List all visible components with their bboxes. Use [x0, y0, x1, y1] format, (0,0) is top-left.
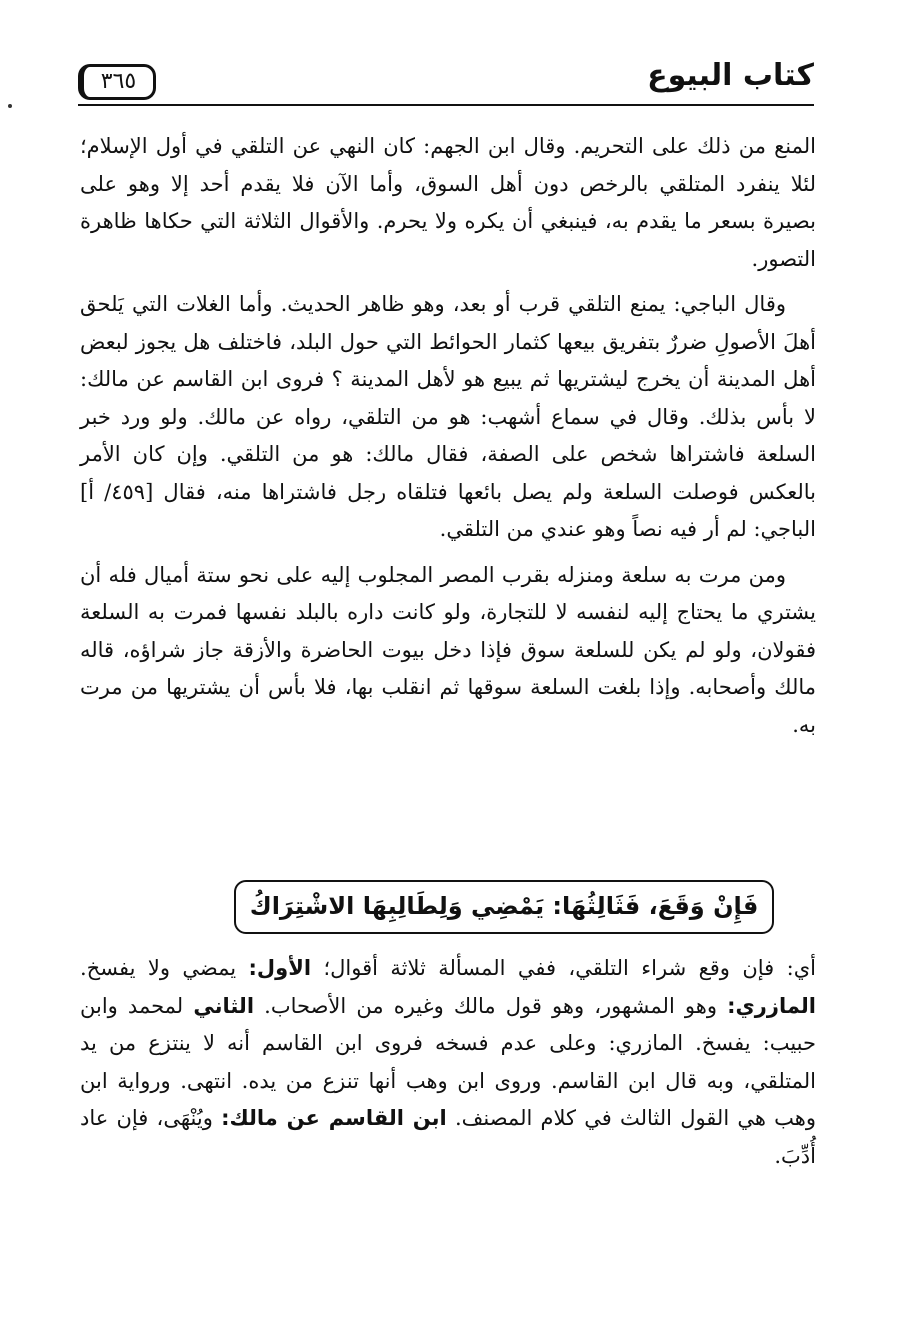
bold-term-ibn-alqasim: ابن القاسم عن مالك:: [221, 1106, 447, 1130]
text-run: يمضي ولا يفسخ.: [80, 956, 237, 980]
paragraph-4: [80, 950, 816, 1175]
margin-dot: [8, 104, 12, 108]
page-header: [78, 56, 814, 106]
paragraph-1: المنع من ذلك على التحريم. وقال ابن الجهم: كان النهي عن التلقي في أول الإسلام؛ لئلا ينفرد المتلقي بالرخص دون أهل السوق، وأما الآن فلا يقدم أحد إلا وهو على بصيرة بسعر ما يقدم به، فينبغي أن يكره ولا يحرم. والأقوال الثلاثة التي حكاها ظاهرة التصور.: [80, 134, 816, 271]
matn-heading: فَإِنْ وَقَعَ، فَثَالِثُهَا: يَمْضِي وَلِطَالِبِهَا الاشْتِرَاكُ: [234, 880, 774, 934]
page-number: ٣٦٥: [78, 64, 156, 100]
bold-term-mazari: المازري:: [727, 993, 816, 1018]
book-title: كتاب البيوع: [647, 58, 814, 93]
text-run: وهو المشهور، وهو قول مالك وغيره من الأصحاب.: [264, 993, 717, 1018]
bold-term-second: الثاني: [193, 993, 255, 1018]
text-run: لمحمد وابن حبيب: يفسخ. المازري: وعلى عدم فسخه فروى ابن القاسم أنه لا ينتزع من يد المتلقي، وبه قال ابن القاسم. وروى ابن وهب أنها تنزع من يده. انتهى. ورواية ابن وهب هي القول الثالث في كلام المصنف.: [80, 993, 816, 1130]
commentary-text: [80, 950, 816, 1175]
main-text: [80, 128, 816, 744]
paragraph-3: ومن مرت به سلعة ومنزله بقرب المصر المجلوب إليه على نحو ستة أميال فله أن يشتري ما يحتاج إليه لنفسه لا للتجارة، ولو كانت داره بالبلد نفسها فمرت به السلعة فقولان، ولو لم يكن للسلعة سوق فإذا دخل بيوت الحاضرة والأزقة جاز شراؤه، قاله مالك وأصحابه. وإذا بلغت السلعة سوقها ثم انقلب بها، فلا بأس أن يشتريها من مرت به.: [80, 562, 816, 737]
text-run: أي: فإن وقع شراء التلقي، ففي المسألة ثلاثة أقوال؛: [323, 956, 816, 980]
header-rule: [78, 104, 814, 106]
paragraph-2: وقال الباجي: يمنع التلقي قرب أو بعد، وهو ظاهر الحديث. وأما الغلات التي يَلحق أهلَ الأصولِ ضررٌ بتفريق بيعها كثمار الحوائط التي حول البلد، فاختلف هل يجوز لبعض أهل المدينة أن يخرج ليشتريها ثم يبيع هو لأهل المدينة ؟ فروى ابن القاسم عن مالك: لا بأس بذلك. وقال في سماع أشهب: هو من التلقي، رواه عن مالك. ولو ورد خبر السلعة فاشتراها شخص على الصفة، فقال مالك: هو من التلقي. وإن كان الأمر بالعكس فوصلت السلعة ولم يصل بائعها فتلقاه رجل فاشتراها منه، فقال [٤٥٩/ أ] الباجي: لم أر فيه نصاً وهو عندي من التلقي.: [80, 292, 816, 541]
text-run: ويُنْهَى، فإن عاد أُدِّبَ.: [80, 1106, 816, 1168]
bold-term-first: الأول:: [248, 956, 312, 980]
